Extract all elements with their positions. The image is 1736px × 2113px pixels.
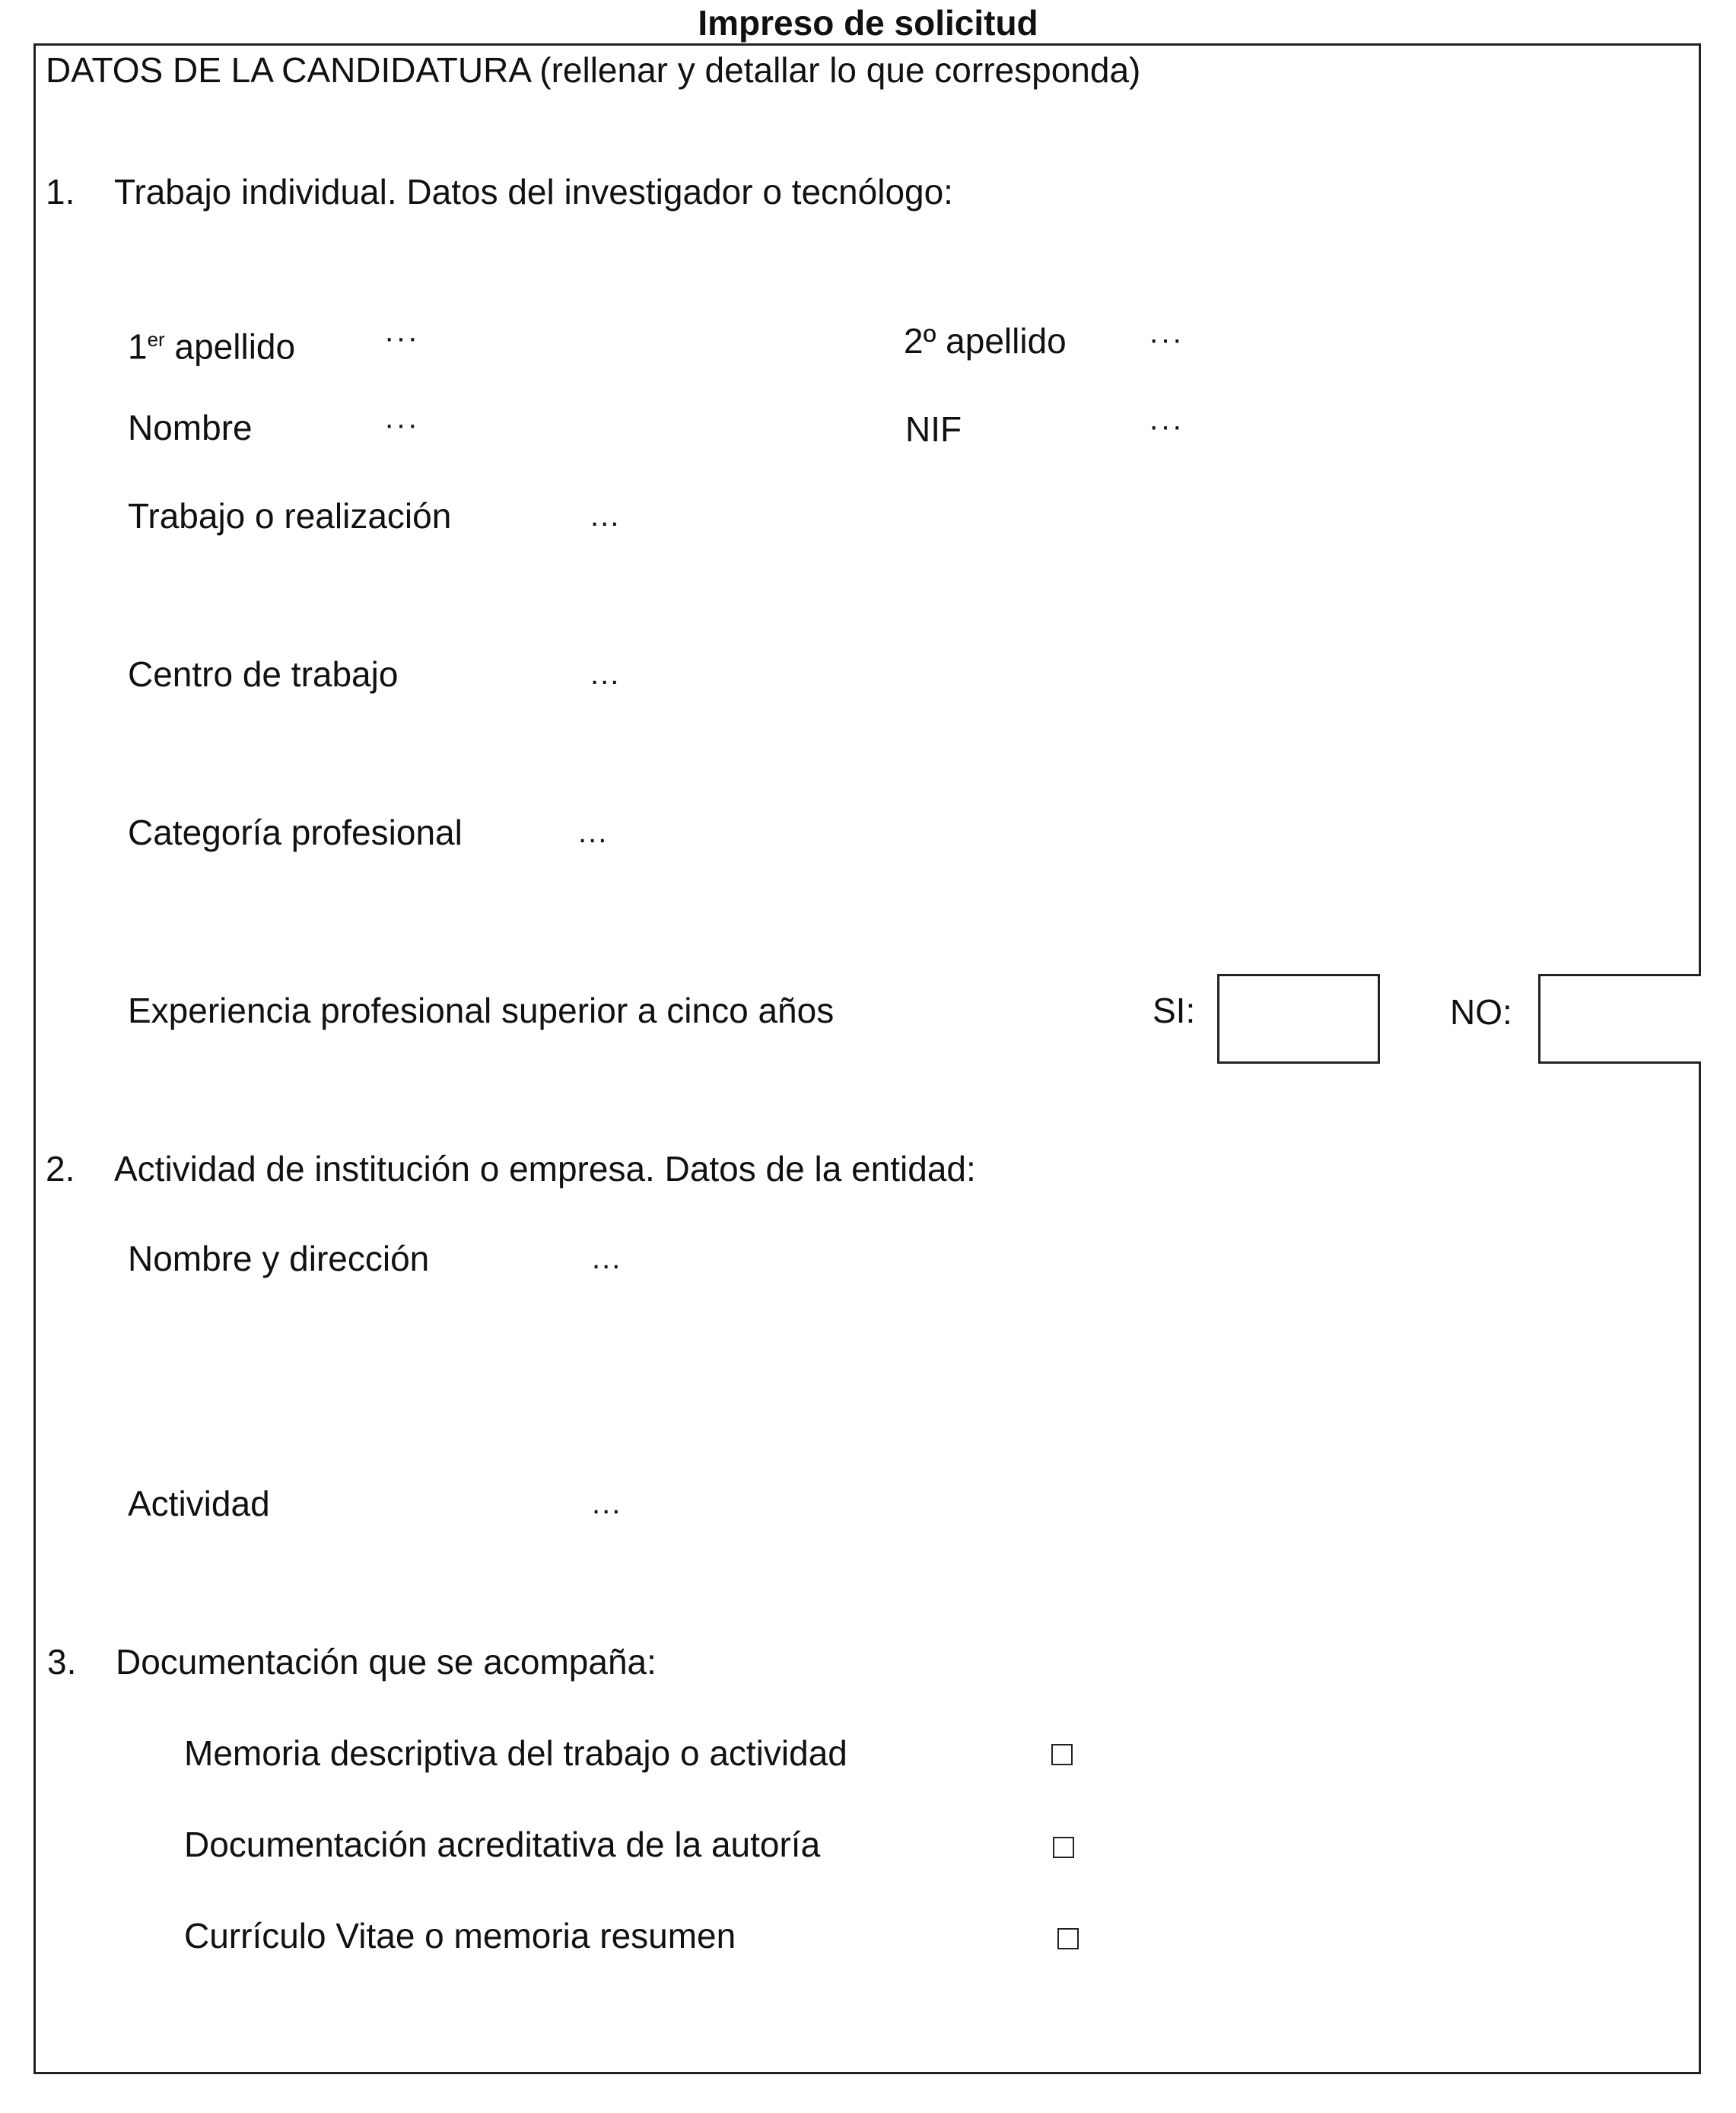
section2-number: 2. bbox=[46, 1149, 75, 1189]
nombre-direccion-value[interactable]: ... bbox=[592, 1242, 622, 1275]
si-checkbox[interactable] bbox=[1217, 974, 1380, 1064]
no-checkbox[interactable] bbox=[1538, 974, 1701, 1064]
si-label: SI: bbox=[1153, 991, 1196, 1030]
section1-heading: Trabajo individual. Datos del investigador o tecnólogo: bbox=[114, 172, 953, 212]
form-header: DATOS DE LA CANDIDATURA (rellenar y detallar lo que corresponda) bbox=[46, 50, 1141, 90]
experiencia-label: Experiencia profesional superior a cinco años bbox=[128, 991, 835, 1030]
centro-label: Centro de trabajo bbox=[128, 654, 399, 694]
apellido2-label: 2º apellido bbox=[904, 321, 1067, 361]
trabajo-label: Trabajo o realización bbox=[128, 496, 452, 536]
doc-curriculo-checkbox[interactable] bbox=[1057, 1928, 1079, 1949]
trabajo-value[interactable]: ... bbox=[590, 499, 621, 533]
form-title: Impreso de solicitud bbox=[698, 3, 1038, 43]
doc-item-curriculo: Currículo Vitae o memoria resumen bbox=[184, 1916, 736, 1955]
section1-number: 1. bbox=[46, 172, 75, 212]
nif-value[interactable]: ··· bbox=[1149, 409, 1184, 443]
apellido1-value[interactable]: ··· bbox=[384, 321, 419, 355]
categoria-value[interactable]: ... bbox=[578, 816, 609, 849]
nombre-label: Nombre bbox=[128, 408, 253, 447]
section2-heading: Actividad de institución o empresa. Datos de la entidad: bbox=[114, 1149, 976, 1189]
doc-autoria-checkbox[interactable] bbox=[1053, 1837, 1074, 1858]
nombre-direccion-label: Nombre y dirección bbox=[128, 1239, 430, 1278]
section3-heading: Documentación que se acompaña: bbox=[116, 1642, 657, 1682]
actividad-value[interactable]: ... bbox=[592, 1487, 622, 1520]
doc-item-autoria: Documentación acreditativa de la autoría bbox=[184, 1825, 821, 1864]
centro-value[interactable]: ... bbox=[590, 657, 621, 691]
categoria-label: Categoría profesional bbox=[128, 813, 463, 852]
no-label: NO: bbox=[1450, 992, 1512, 1032]
apellido2-value[interactable]: ··· bbox=[1149, 323, 1184, 356]
actividad-label: Actividad bbox=[128, 1484, 270, 1523]
nombre-value[interactable]: ··· bbox=[384, 408, 419, 441]
section3-number: 3. bbox=[47, 1642, 77, 1682]
apellido1-label: 1er apellido bbox=[128, 326, 296, 367]
doc-item-memoria: Memoria descriptiva del trabajo o actividad bbox=[184, 1733, 847, 1773]
nif-label: NIF bbox=[905, 409, 962, 449]
doc-memoria-checkbox[interactable] bbox=[1051, 1744, 1073, 1765]
